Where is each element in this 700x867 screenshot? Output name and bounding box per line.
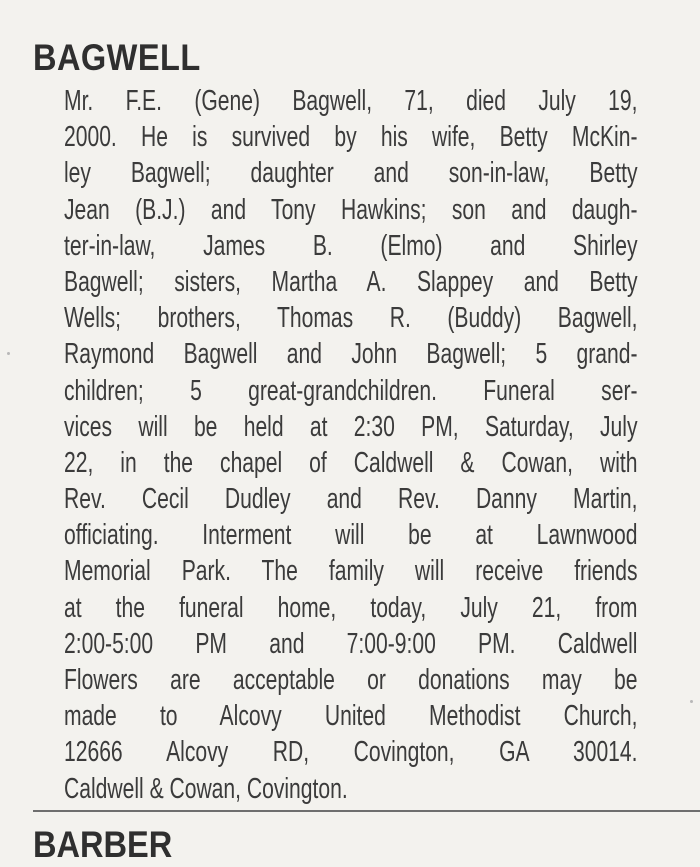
obituary-line: ter-in-law, James B. (Elmo) and Shirley bbox=[64, 229, 638, 262]
obituary-line: Wells; brothers, Thomas R. (Buddy) Bagwell, bbox=[64, 302, 638, 335]
column-divider bbox=[33, 810, 700, 812]
obituary-line: Raymond Bagwell and John Bagwell; 5 grand- bbox=[64, 338, 638, 371]
obituary-line: made to Alcovy United Methodist Church, bbox=[64, 700, 638, 733]
obituary-line: 22, in the chapel of Caldwell & Cowan, with bbox=[64, 446, 638, 479]
obituary-line: Caldwell & Cowan, Covington. bbox=[64, 772, 348, 805]
print-speck bbox=[690, 700, 693, 703]
obituary-line: Bagwell; sisters, Martha A. Slappey and Betty bbox=[64, 265, 638, 298]
obituary-line: 2:00-5:00 PM and 7:00-9:00 PM. Caldwell bbox=[64, 627, 638, 660]
obituary-line: 12666 Alcovy RD, Covington, GA 30014. bbox=[64, 736, 638, 769]
print-speck bbox=[7, 352, 10, 355]
obituary-line: Mr. F.E. (Gene) Bagwell, 71, died July 19, bbox=[64, 85, 638, 117]
obituary-line: vices will be held at 2:30 PM, Saturday, July bbox=[64, 410, 638, 443]
obituary-name-heading: BAGWELL bbox=[33, 37, 201, 78]
obituary-line: officiating. Interment will be at Lawnwood bbox=[64, 519, 638, 552]
obituary-line: Memorial Park. The family will receive friends bbox=[64, 555, 638, 588]
obituary-line: Jean (B.J.) and Tony Hawkins; son and daugh- bbox=[64, 193, 638, 226]
obituary-line: ley Bagwell; daughter and son-in-law, Betty bbox=[64, 157, 638, 190]
obituary-line: Rev. Cecil Dudley and Rev. Danny Martin, bbox=[64, 483, 638, 516]
next-obituary-name-heading: BARBER bbox=[33, 824, 173, 865]
obituary-line: 2000. He is survived by his wife, Betty McKin- bbox=[64, 121, 638, 154]
obituary-line: Flowers are acceptable or donations may be bbox=[64, 664, 638, 696]
obituary-line: children; 5 great-grandchildren. Funeral ser- bbox=[64, 374, 638, 407]
obituary-body bbox=[64, 83, 638, 807]
obituary-line: at the funeral home, today, July 21, from bbox=[64, 591, 638, 624]
